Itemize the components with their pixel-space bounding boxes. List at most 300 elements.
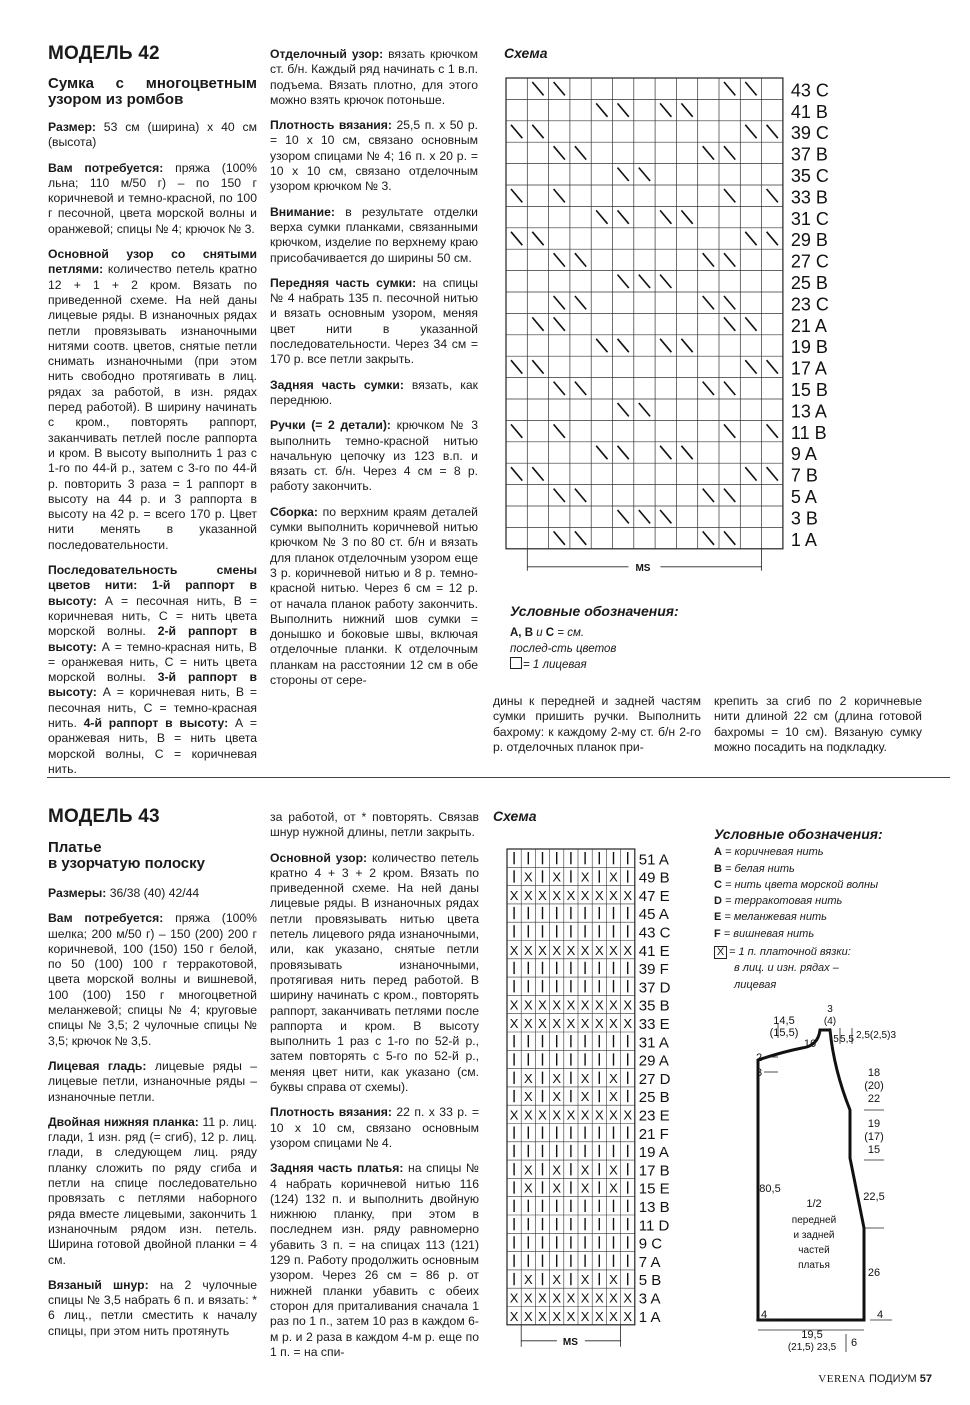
- garter-stitch-mark: X: [623, 1107, 633, 1123]
- slip-stitch-mark: [639, 403, 650, 416]
- chart-row-label: 3 A: [638, 1290, 661, 1308]
- slip-stitch-mark: [554, 489, 565, 502]
- x-box-icon: X: [714, 946, 727, 959]
- garter-stitch-mark: X: [523, 1308, 533, 1324]
- m43-title: Платье в узорчатую полоску: [48, 839, 205, 872]
- garter-stitch-mark: X: [594, 1290, 604, 1306]
- slip-stitch-mark: [532, 467, 543, 480]
- garter-stitch-mark: X: [538, 1016, 547, 1031]
- m43-para2-3: Задняя часть платья: на спицы № 4 набрать коричневой нитью 116 (124) 132 п. и выполнить двойную нижнюю планку, при этом в последнем изн. ряду равномерно убавить 3 п. = на спицах 113 (121) 129 п. Работу продолжить основным узором. Через 26 см = 86 р. от нижней планки убавить с обеих сторон для приталивания сначала 1 раз по 1 п., затем 10 раз в каждом 6-м р. и 2 раза в каждом 4-м р. еще по 1 п. = на спи-: [270, 1161, 479, 1359]
- pattern-measure: 16: [803, 1038, 817, 1050]
- slip-stitch-mark: [767, 467, 778, 480]
- garter-stitch-mark: X: [538, 1308, 547, 1324]
- slip-stitch-mark: [767, 424, 778, 437]
- chart-row-label: 25 B: [790, 273, 828, 293]
- m42-para2-2: Внимание: в результате отделки верха сумки планками, связанными крючком, изделие по верхнему краю присобачивается до ширины 50 см.: [270, 204, 478, 265]
- pattern-measure: 4: [876, 1309, 884, 1321]
- slip-stitch-mark: [618, 103, 629, 116]
- garter-stitch-mark: X: [580, 887, 590, 903]
- m42-legend-title: Условные обозначения:: [510, 603, 679, 619]
- garter-stitch-mark: X: [552, 887, 562, 903]
- chart-row-label: 19 A: [638, 1144, 669, 1162]
- section-divider: [47, 777, 950, 778]
- slip-stitch-mark: [724, 382, 735, 395]
- garter-stitch-mark: X: [552, 1107, 562, 1123]
- m42-para2-6: Сборка: по верхним краям деталей сумки выполнить коричневой нитью крючком № 3 по 80 ст. б/н и вязать для планок отделочным узором еще 3 р. коричневой нитью и 8 р. темно-красной нитью. Через 6 см = 12 р. от начала планок работу закончить. Выполнить нижний шов сумки = донышко и боковые швы, включая отделочные планки. К отделочным планкам на расстоянии 12 см в обе стороны от сере-: [270, 504, 478, 687]
- pattern-measure: передней: [791, 1215, 837, 1226]
- chart-row-label: 37 D: [638, 979, 671, 997]
- chart-row-label: 17 A: [790, 358, 827, 379]
- garter-stitch-mark: X: [552, 997, 562, 1013]
- garter-stitch-mark: X: [566, 1016, 576, 1031]
- garter-stitch-mark: X: [552, 1308, 562, 1324]
- m42-para2-4: Задняя часть сумки: вязать, как переднюю.: [270, 377, 478, 407]
- slip-stitch-mark: [618, 168, 629, 181]
- m43-legend: [714, 826, 883, 993]
- legend-item-f: F = вишневая нить: [714, 927, 815, 940]
- m42-schema-title: Схема: [504, 45, 548, 61]
- slip-stitch-mark: [724, 424, 735, 437]
- garter-stitch-mark: X: [609, 1070, 618, 1086]
- pattern-measure: 2,5(2,5)3: [855, 1030, 897, 1041]
- m42-column-4: [714, 694, 922, 765]
- garter-stitch-mark: X: [552, 869, 562, 885]
- m42-para2-0: Отделочный узор: вязать крючком ст. б/н. Каждый ряд начинать с 1 в.п. подъема. Вязать плотно, для этого можно взять крючок потоньше.: [270, 47, 478, 107]
- slip-stitch-mark: [554, 317, 565, 330]
- garter-stitch-mark: X: [609, 1272, 618, 1288]
- garter-stitch-mark: X: [623, 997, 633, 1013]
- m43-column-1: [48, 840, 257, 1349]
- dress-outline: [758, 1030, 864, 1320]
- garter-stitch-mark: X: [552, 1290, 562, 1306]
- slip-stitch-mark: [660, 339, 671, 352]
- chart-row-label: 17 B: [638, 1162, 670, 1180]
- chart-row-label: 51 A: [638, 851, 669, 869]
- m42-col3-text: дины к передней и задней частям сумки пришить ручки. Выполнить бахрому: к каждому 2-му ст. б/н 2-го р. отделочных планок при-: [493, 694, 701, 754]
- slip-stitch-mark: [554, 382, 565, 395]
- m43-legend-x: X = 1 п. платочной вязки:: [714, 944, 883, 960]
- slip-stitch-mark: [554, 82, 565, 95]
- slip-stitch-mark: [554, 531, 565, 544]
- garter-stitch-mark: X: [509, 1016, 519, 1031]
- chart-row-label: 9 C: [638, 1235, 663, 1253]
- garter-stitch-mark: X: [609, 1107, 618, 1123]
- m42-legend-line-1: A, B и C = см.: [510, 627, 585, 639]
- page-number: 57: [919, 1373, 932, 1385]
- garter-stitch-mark: X: [552, 1089, 562, 1105]
- garter-stitch-mark: X: [509, 1107, 519, 1123]
- chart-row-label: 35 C: [790, 166, 829, 186]
- garter-stitch-mark: X: [623, 1016, 633, 1031]
- m43-legend-title: Условные обозначения:: [714, 826, 883, 842]
- m43-para2-1: Основной узор: количество петель кратно 4 + 3 + 2 кром. Вязать по приведенной схеме. На ней даны лицевые ряды. В изнаночных рядах петли провязывать нитью цвета петель лицевого ряда изнаночными, или, как указано, снятые петли провязывать изнаночными, протягивая нить перед работой. В ширину начинать с кром., повторять раппорт, заканчивать петлями после раппорта и кром. В высоту выполнить 1 раз с 1-го по 52-й р., затем повторять с 5-го по 52-й р., меняя цвет нити, как указано (см. буквы справа от схемы).: [270, 850, 479, 1095]
- chart-row-label: 33 B: [790, 187, 828, 208]
- garter-stitch-mark: X: [580, 1180, 590, 1196]
- footer-brand: VERENA: [818, 1373, 866, 1385]
- chart-row-label: 9 A: [790, 444, 817, 465]
- slip-stitch-mark: [554, 424, 565, 437]
- pattern-measure: частей: [798, 1245, 830, 1256]
- chart-row-label: 7 B: [790, 465, 818, 486]
- slip-stitch-mark: [745, 125, 756, 138]
- m43-col2-text: [270, 810, 479, 1360]
- garter-stitch-mark: X: [609, 997, 618, 1013]
- chart-row-label: 15 B: [790, 380, 828, 400]
- pattern-measure: 15: [867, 1144, 881, 1156]
- garter-stitch-mark: X: [523, 1272, 533, 1288]
- pattern-measure: 22,5: [863, 1191, 885, 1203]
- chart-row-label: 21 F: [638, 1125, 669, 1143]
- page-footer: [818, 1373, 932, 1385]
- chart-row-label: 27 D: [638, 1070, 671, 1088]
- garter-stitch-mark: X: [509, 942, 519, 958]
- chart-row-label: 5 B: [638, 1272, 662, 1290]
- pattern-measure: 6: [850, 1337, 858, 1349]
- slip-stitch-mark: [596, 339, 607, 352]
- slip-stitch-mark: [724, 82, 735, 95]
- footer-magazine: ПОДИУМ: [868, 1373, 917, 1385]
- slip-stitch-mark: [554, 189, 565, 202]
- slip-stitch-mark: [618, 275, 629, 288]
- pattern-measure: (4): [823, 1016, 837, 1027]
- garter-stitch-mark: X: [623, 1290, 633, 1306]
- slip-stitch-mark: [703, 146, 714, 159]
- slip-stitch-mark: [745, 360, 756, 373]
- garter-stitch-mark: X: [580, 1089, 590, 1105]
- slip-stitch-mark: [532, 360, 543, 373]
- pattern-measure: 19: [867, 1118, 881, 1130]
- chart-row-label: 23 E: [638, 1107, 670, 1125]
- garter-stitch-mark: X: [523, 1089, 533, 1105]
- legend-item-b: B = белая нить: [714, 862, 795, 875]
- pattern-measure: 5: [833, 1034, 839, 1045]
- chart-row-label: 25 B: [638, 1089, 670, 1107]
- chart-row-label: 7 A: [638, 1253, 661, 1271]
- slip-stitch-mark: [767, 189, 778, 202]
- slip-stitch-mark: [618, 339, 629, 352]
- chart-row-label: 33 E: [638, 1016, 670, 1033]
- chart-row-label: 39 F: [638, 961, 669, 979]
- chart-row-label: 1 A: [790, 529, 817, 550]
- chart-row-label: 19 B: [790, 337, 828, 358]
- garter-stitch-mark: X: [509, 1308, 519, 1324]
- chart-row-label: 29 A: [638, 1052, 669, 1070]
- slip-stitch-mark: [618, 446, 629, 459]
- slip-stitch-mark: [703, 489, 714, 502]
- slip-stitch-mark: [724, 146, 735, 159]
- garter-stitch-mark: X: [552, 1180, 562, 1196]
- slip-stitch-mark: [554, 253, 565, 266]
- garter-stitch-mark: X: [580, 1107, 590, 1123]
- slip-stitch-mark: [575, 382, 586, 395]
- slip-stitch-mark: [575, 146, 586, 159]
- slip-stitch-mark: [681, 210, 692, 223]
- garter-stitch-mark: X: [552, 1070, 562, 1086]
- slip-stitch-mark: [575, 253, 586, 266]
- garter-stitch-mark: X: [552, 1162, 562, 1178]
- chart-row-label: 31 A: [638, 1034, 669, 1052]
- m42-col1-text: [48, 120, 257, 777]
- m42-legend-line-2: послед-сть цветов: [510, 643, 617, 655]
- garter-stitch-mark: X: [523, 997, 533, 1013]
- m42-legend-line-3: = 1 лицевая: [510, 657, 679, 673]
- pattern-measure: 26: [867, 1267, 881, 1279]
- chart-row-label: 41 E: [638, 942, 670, 960]
- garter-stitch-mark: X: [538, 887, 547, 903]
- m43-para-4: Вязаный шнур: на 2 чулочные спицы № 3,5 набрать 6 п. и вязать: * 6 лиц., петли сместить к началу спицы, при этом нить протянуть: [48, 1277, 257, 1338]
- legend-item-d: D = терракотовая нить: [714, 895, 843, 908]
- garter-stitch-mark: X: [594, 1107, 604, 1123]
- slip-stitch-mark: [511, 125, 522, 138]
- slip-stitch-mark: [703, 253, 714, 266]
- model-43-heading: МОДЕЛЬ 43: [48, 806, 160, 827]
- garter-stitch-mark: X: [594, 997, 604, 1013]
- slip-stitch-mark: [745, 467, 756, 480]
- m43-para-0: Размеры: 36/38 (40) 42/44: [48, 886, 200, 900]
- garter-stitch-mark: X: [580, 942, 590, 958]
- chart-row-label: 11 B: [790, 422, 827, 443]
- ms-label: MS: [562, 1336, 578, 1348]
- garter-stitch-mark: X: [566, 1290, 576, 1306]
- chart-row-label: 23 C: [790, 294, 829, 315]
- legend-item-a: A = коричневая нить: [714, 846, 824, 859]
- chart-row-label: 43 C: [638, 924, 671, 942]
- garter-stitch-mark: X: [552, 1016, 562, 1031]
- empty-square-icon: [510, 657, 522, 669]
- garter-stitch-mark: X: [538, 1107, 547, 1123]
- chart-row-label: 31 C: [790, 208, 829, 229]
- slip-stitch-mark: [745, 317, 756, 330]
- chart-row-label: 13 B: [638, 1199, 670, 1216]
- garter-stitch-mark: X: [609, 1162, 618, 1178]
- garter-stitch-mark: X: [523, 1107, 533, 1123]
- pattern-measure: 4: [760, 1309, 768, 1321]
- slip-stitch-mark: [639, 168, 650, 181]
- garter-stitch-mark: X: [566, 942, 576, 958]
- m43-pattern-diagram: [752, 1000, 932, 1360]
- chart-row-label: 27 C: [790, 251, 829, 272]
- m43-para-1: Вам потребуется: пряжа (100% шелка; 200 м/50 г) – 150 (200) 200 г коричневой, 100 (150) 150 г белой, по 50 (100) 100 г терракотовой, цвета морской волны и вишневой, 100 (100) 150 г многоцветной меланжевой; спицы № 4; круговые спицы № 3,5; 2 чулочные спицы № 3,5; крючок № 3,5.: [48, 911, 257, 1048]
- garter-stitch-mark: X: [623, 887, 633, 903]
- chart-row-label: 35 B: [638, 997, 670, 1015]
- garter-stitch-mark: X: [538, 942, 547, 958]
- garter-stitch-mark: X: [509, 887, 519, 903]
- slip-stitch-mark: [618, 210, 629, 223]
- garter-stitch-mark: X: [566, 1308, 576, 1324]
- slip-stitch-mark: [532, 317, 543, 330]
- ms-label: MS: [635, 562, 651, 574]
- garter-stitch-mark: X: [580, 1016, 590, 1031]
- slip-stitch-mark: [660, 210, 671, 223]
- slip-stitch-mark: [596, 210, 607, 223]
- m42-para-1: Вам потребуется: пряжа (100% льна; 110 м/50 г) – по 150 г коричневой и темно-красной, по 100 г песочной, цвета морской волны и оранжевой; спицы № 4; крючок № 3.: [48, 160, 257, 236]
- slip-stitch-mark: [575, 531, 586, 544]
- chart-row-label: 43 C: [790, 80, 829, 101]
- slip-stitch-mark: [724, 253, 735, 266]
- garter-stitch-mark: X: [580, 997, 590, 1013]
- slip-stitch-mark: [511, 424, 522, 437]
- m43-chart: [507, 849, 707, 1359]
- garter-stitch-mark: X: [523, 869, 533, 885]
- garter-stitch-mark: X: [580, 1290, 590, 1306]
- garter-stitch-mark: X: [609, 887, 618, 903]
- slip-stitch-mark: [596, 103, 607, 116]
- m43-para2-2: Плотность вязания: 22 п. х 33 р. = 10 х 10 см, связано основным узором спицами № 4.: [270, 1105, 479, 1150]
- slip-stitch-mark: [703, 296, 714, 309]
- slip-stitch-mark: [532, 82, 543, 95]
- chart-row-label: 21 A: [790, 315, 827, 336]
- m42-column-1: [48, 76, 257, 787]
- garter-stitch-mark: X: [623, 942, 633, 958]
- garter-stitch-mark: X: [552, 942, 562, 958]
- m42-title: Сумка с многоцветным узором из ромбов: [48, 75, 257, 108]
- garter-stitch-mark: X: [594, 1308, 604, 1324]
- chart-row-label: 45 A: [638, 906, 669, 924]
- chart-row-label: 3 B: [790, 508, 818, 529]
- slip-stitch-mark: [724, 296, 735, 309]
- slip-stitch-mark: [660, 103, 671, 116]
- garter-stitch-mark: X: [509, 997, 519, 1013]
- garter-stitch-mark: X: [538, 997, 547, 1013]
- garter-stitch-mark: X: [523, 1290, 533, 1306]
- garter-stitch-mark: X: [594, 887, 604, 903]
- garter-stitch-mark: X: [523, 1070, 533, 1086]
- chart-row-label: 41 B: [790, 101, 828, 122]
- legend-item-c: C = нить цвета морской волны: [714, 878, 879, 891]
- m42-para2-3: Передняя часть сумки: на спицы № 4 набрать 135 п. песочной нитью и вязать основным узором, меняя цвет нити в указанной последовательности. Через 34 см = 170 р. все петли закрыть.: [270, 275, 478, 367]
- garter-stitch-mark: X: [566, 997, 576, 1013]
- m43-legend-x-3: лицевая: [734, 978, 777, 991]
- pattern-measure: 80,5: [759, 1183, 781, 1195]
- slip-stitch-mark: [532, 232, 543, 245]
- pattern-measure: 18: [867, 1067, 881, 1079]
- chart-row-label: 5 A: [790, 487, 817, 507]
- m43-legend-list: [714, 844, 883, 942]
- m43-legend-x-2: в лиц. и изн. рядах –: [734, 962, 839, 975]
- m43-para2-0: за работой, от * повторять. Связав шнур нужной длины, петли закрыть.: [270, 810, 479, 840]
- slip-stitch-mark: [703, 382, 714, 395]
- pattern-measure: (17): [864, 1131, 884, 1143]
- chart-row-label: 11 D: [638, 1217, 670, 1235]
- slip-stitch-mark: [554, 296, 565, 309]
- slip-stitch-mark: [618, 403, 629, 416]
- m43-column-2: [270, 810, 479, 1370]
- garter-stitch-mark: X: [609, 942, 618, 958]
- garter-stitch-mark: X: [580, 1308, 590, 1324]
- slip-stitch-mark: [767, 232, 778, 245]
- m42-column-3: [493, 694, 701, 765]
- slip-stitch-mark: [724, 317, 735, 330]
- pattern-measure: 2: [756, 1052, 763, 1064]
- slip-stitch-mark: [618, 510, 629, 523]
- m42-para-3: Последовательность смены цветов нити: 1-й раппорт в высоту: А = песочная нить, В = коричневая нить, С = нить цвета морской волны. 2-й раппорт в высоту: А = темно-красная нить, В = оранжевая нить, С = нить цвета морской волны. 3-й раппорт в высоту: А = коричневая нить, В = песочная нить, С = темно-красная нить. 4-й раппорт в высоту: А = оранжевая нить, В = нить цвета морской волны, С = коричневая нить.: [48, 563, 257, 776]
- slip-stitch-mark: [660, 510, 671, 523]
- pattern-measure: платья: [798, 1260, 830, 1271]
- model-42-heading: МОДЕЛЬ 42: [48, 43, 160, 64]
- pattern-measure: (20): [864, 1080, 884, 1092]
- legend-item-e: E = меланжевая нить: [714, 911, 827, 924]
- chart-row-label: 29 B: [790, 230, 828, 251]
- garter-stitch-mark: X: [523, 942, 533, 958]
- slip-stitch-mark: [745, 232, 756, 245]
- pattern-measure: 3: [756, 1067, 763, 1079]
- slip-stitch-mark: [596, 446, 607, 459]
- pattern-measure: 22: [867, 1093, 881, 1105]
- garter-stitch-mark: X: [523, 887, 533, 903]
- m42-para2-5: Ручки (= 2 детали): крючком № 3 выполнить темно-красной нитью начальную цепочку из 123 в.п. и вязать ст. б/н. Через 4 см = 8 р. работу закончить.: [270, 418, 478, 494]
- garter-stitch-mark: X: [523, 1016, 533, 1031]
- slip-stitch-mark: [681, 103, 692, 116]
- pattern-measure: и задней: [793, 1230, 835, 1241]
- garter-stitch-mark: X: [552, 1272, 562, 1288]
- slip-stitch-mark: [511, 360, 522, 373]
- m43-col1-text: [48, 886, 257, 1339]
- m42-col4-text: крепить за сгиб по 2 коричневые нити длиной 22 см (длина готовой бахромы = 10 см). Вязаную сумку можно посадить на подкладку.: [714, 694, 922, 754]
- garter-stitch-mark: X: [523, 1162, 533, 1178]
- slip-stitch-mark: [660, 275, 671, 288]
- m42-column-2: [270, 47, 478, 698]
- slip-stitch-mark: [532, 125, 543, 138]
- garter-stitch-mark: X: [580, 1070, 590, 1086]
- garter-stitch-mark: X: [594, 942, 604, 958]
- slip-stitch-mark: [639, 275, 650, 288]
- m43-para-3: Двойная нижняя планка: 11 р. лиц. глади, 1 изн. ряд (= сгиб), 12 р. лиц. глади, в следующем лиц. ряду планку сложить по ряду сгиба и петли на спице последовательно провязать с петлями наборного ряда вместе лицевыми, закончить 1 изнаночным рядом изн. петель. Ширина готовой двойной планки = 4 см.: [48, 1114, 258, 1267]
- chart-row-label: 39 C: [790, 123, 829, 144]
- slip-stitch-mark: [511, 189, 522, 202]
- garter-stitch-mark: X: [538, 1290, 547, 1306]
- pattern-measure: (15,5): [769, 1027, 799, 1039]
- slip-stitch-mark: [554, 146, 565, 159]
- garter-stitch-mark: X: [609, 1089, 618, 1105]
- garter-stitch-mark: X: [609, 1290, 618, 1306]
- slip-stitch-mark: [724, 531, 735, 544]
- slip-stitch-mark: [767, 125, 778, 138]
- slip-stitch-mark: [745, 82, 756, 95]
- garter-stitch-mark: X: [594, 1016, 604, 1031]
- m42-para-0: Размер: 53 см (ширина) х 40 см (высота): [48, 120, 257, 150]
- slip-stitch-mark: [575, 296, 586, 309]
- chart-row-label: 47 E: [638, 887, 670, 905]
- slip-stitch-mark: [575, 489, 586, 502]
- slip-stitch-mark: [681, 339, 692, 352]
- m42-chart: [506, 78, 856, 598]
- slip-stitch-mark: [681, 446, 692, 459]
- garter-stitch-mark: X: [609, 1180, 618, 1196]
- chart-row-label: 15 E: [638, 1180, 670, 1198]
- garter-stitch-mark: X: [609, 869, 618, 885]
- chart-row-label: 37 B: [790, 144, 828, 165]
- pattern-measure: 5,5: [840, 1034, 854, 1045]
- m42-para2-1: Плотность вязания: 25,5 п. х 50 р. = 10 х 10 см, связано основным узором спицами № 4; 16 п. х 20 р. = 10 х 10 см, связано отделочным узором крючком № 3.: [270, 118, 478, 194]
- slip-stitch-mark: [703, 531, 714, 544]
- slip-stitch-mark: [724, 189, 735, 202]
- chart-row-label: 1 A: [638, 1308, 661, 1326]
- garter-stitch-mark: X: [566, 1107, 576, 1123]
- garter-stitch-mark: X: [580, 1162, 590, 1178]
- pattern-measure: 19,5: [801, 1329, 823, 1341]
- slip-stitch-mark: [511, 232, 522, 245]
- slip-stitch-mark: [724, 489, 735, 502]
- slip-stitch-mark: [660, 446, 671, 459]
- garter-stitch-mark: X: [523, 1180, 533, 1196]
- garter-stitch-mark: X: [609, 1308, 618, 1324]
- pattern-measure: 14,5: [773, 1015, 795, 1027]
- chart-row-label: 49 B: [638, 869, 670, 887]
- m43-para-2: Лицевая гладь: лицевые ряды – лицевые петли, изнаночные ряды – изнаночные петли.: [48, 1058, 257, 1104]
- m42-col2-text: [270, 47, 478, 688]
- pattern-measure: (21,5) 23,5: [787, 1342, 837, 1353]
- pattern-measure: 3: [827, 1004, 833, 1015]
